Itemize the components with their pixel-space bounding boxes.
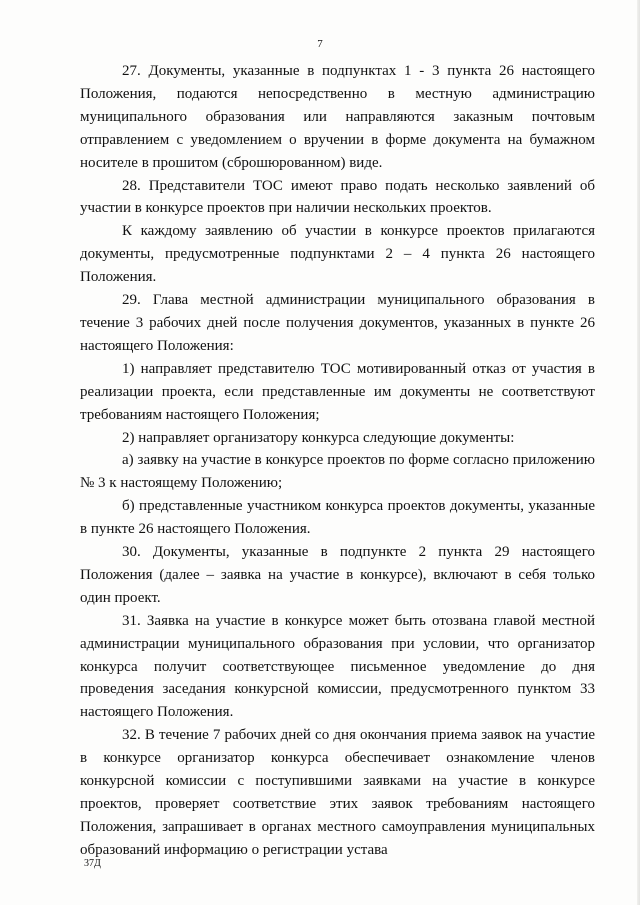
paragraph-29-item-2b: б) представленные участником конкурса проектов документы, указанные в пункте 26 настоящего Положения. — [80, 498, 595, 538]
paragraph-31: 31. Заявка на участие в конкурсе может быть отозвана главой местной администрации муниципального образования при условии, что организатор конкурса получит соответствующее письменное уведомление до дня проведения заседания конкурсной комиссии, предусмотренного пунктом 33 настоящего Положения. — [80, 612, 595, 721]
paragraph-32: 32. В течение 7 рабочих дней со дня окончания приема заявок на участие в конкурсе организатор конкурса обеспечивает ознакомление членов конкурсной комиссии с поступившими заявками на участие в конкурсе проектов, проверяет соответствие этих заявок требованиям настоящего Положения, запрашивает в органах местного самоуправления муниципальных образований информацию о регистрации устава — [80, 727, 595, 858]
paragraph-27: 27. Документы, указанные в подпунктах 1 - 3 пункта 26 настоящего Положения, подаются непосредственно в местную администрацию муниципального образования или направляются заказным почтовым отправлением с уведомлением о вручении в форме документа на бумажном носителе в прошитом (сброшюрованном) виде. — [80, 63, 595, 171]
paragraph-28-attachments: К каждому заявлению об участии в конкурсе проектов прилагаются документы, предусмотренные подпунктами 2 – 4 пункта 26 настоящего Положения. — [80, 223, 595, 286]
paragraph-29-item-2: 2) направляет организатору конкурса следующие документы: — [122, 429, 515, 446]
paragraph-29: 29. Глава местной администрации муниципального образования в течение 3 рабочих дней после получения документов, указанных в пункте 26 настоящего Положения: — [80, 292, 595, 354]
paragraph-30: 30. Документы, указанные в подпункте 2 пункта 29 настоящего Положения (далее – заявка на участие в конкурсе), включают в себя только один проект. — [80, 544, 595, 606]
paragraph-29-item-1: 1) направляет представителю ТОС мотивированный отказ от участия в реализации проекта, если представленные им документы не соответствуют требованиям настоящего Положения; — [80, 360, 595, 423]
footer-document-code: 37Д — [84, 858, 101, 869]
page-number: 7 — [317, 38, 323, 50]
paragraph-29-item-2a: а) заявку на участие в конкурсе проектов по форме согласно приложению № 3 к настоящему Положению; — [80, 452, 595, 492]
paragraph-28: 28. Представители ТОС имеют право подать несколько заявлений об участии в конкурсе проектов при наличии нескольких проектов. — [80, 177, 595, 217]
document-body — [80, 60, 595, 862]
